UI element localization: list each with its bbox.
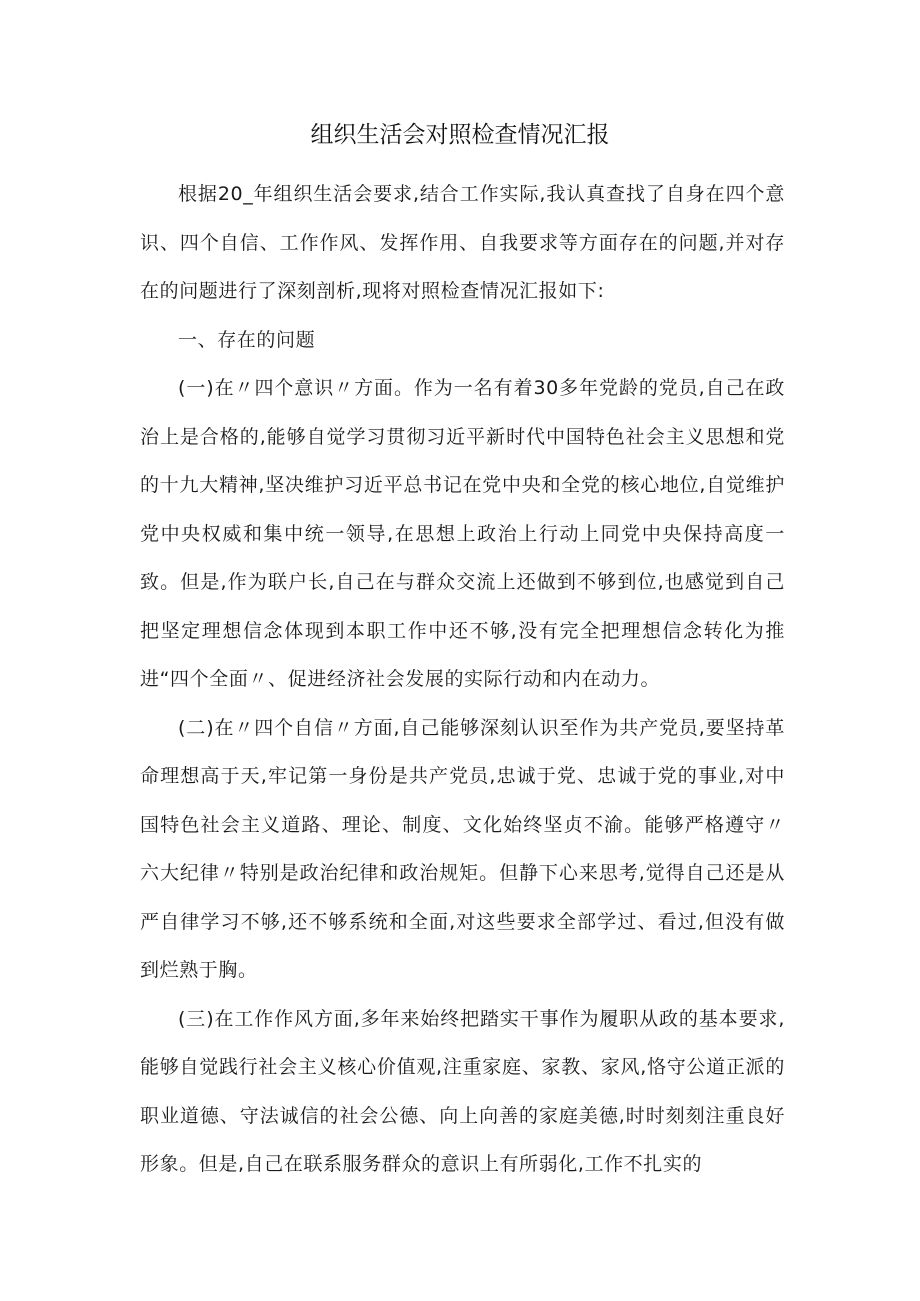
document-title: 组织生活会对照检查情况汇报 (310, 122, 610, 148)
document-body (140, 170, 785, 1189)
section-heading: 一、存在的问题 (178, 328, 316, 351)
paragraph-work-style: (三)在工作作风方面,多年来始终把踏实干事作为履职从政的基本要求,能够自觉践行社会主义核心价值观,注重家庭、家教、家风,恪守公道正派的职业道德、守法诚信的社会公德、向上向善的家庭美德,时时刻刻注重良好形象。但是,自己在联系服务群众的意识上有所弱化,工作不扎实的 (140, 1007, 785, 1175)
paragraph-intro: 根据20_年组织生活会要求,结合工作实际,我认真查找了自身在四个意识、四个自信、工作作风、发挥作用、自我要求等方面存在的问题,并对存在的问题进行了深刻剖析,现将对照检查情况汇报如下: (140, 183, 785, 302)
paragraph-four-confidence: (二)在〃四个自信〃方面,自己能够深刻认识至作为共产党员,要坚持革命理想高于天,牢记第一身份是共产党员,忠诚于党、忠诚于党的事业,对中国特色社会主义道路、理论、制度、文化始终坚贞不渝。能够严格遵守〃六大纪律〃特别是政治纪律和政治规矩。但静下心来思考,觉得自己还是从严自律学习不够,还不够系统和全面,对这些要求全部学过、看过,但没有做到烂熟于胸。 (140, 716, 785, 981)
paragraph-four-consciousness: (一)在〃四个意识〃方面。作为一名有着30多年党龄的党员,自己在政治上是合格的,能够自觉学习贯彻习近平新时代中国特色社会主义思想和党的十九大精神,坚决维护习近平总书记在党中央和全党的核心地位,自觉维护党中央权威和集中统一领导,在思想上政治上行动上同党中央保持高度一致。但是,作为联户长,自己在与群众交流上还做到不够到位,也感觉到自己把坚定理想信念体现到本职工作中还不够,没有完全把理想信念转化为推进“四个全面〃、促进经济社会发展的实际行动和内在动力。 (140, 377, 785, 690)
